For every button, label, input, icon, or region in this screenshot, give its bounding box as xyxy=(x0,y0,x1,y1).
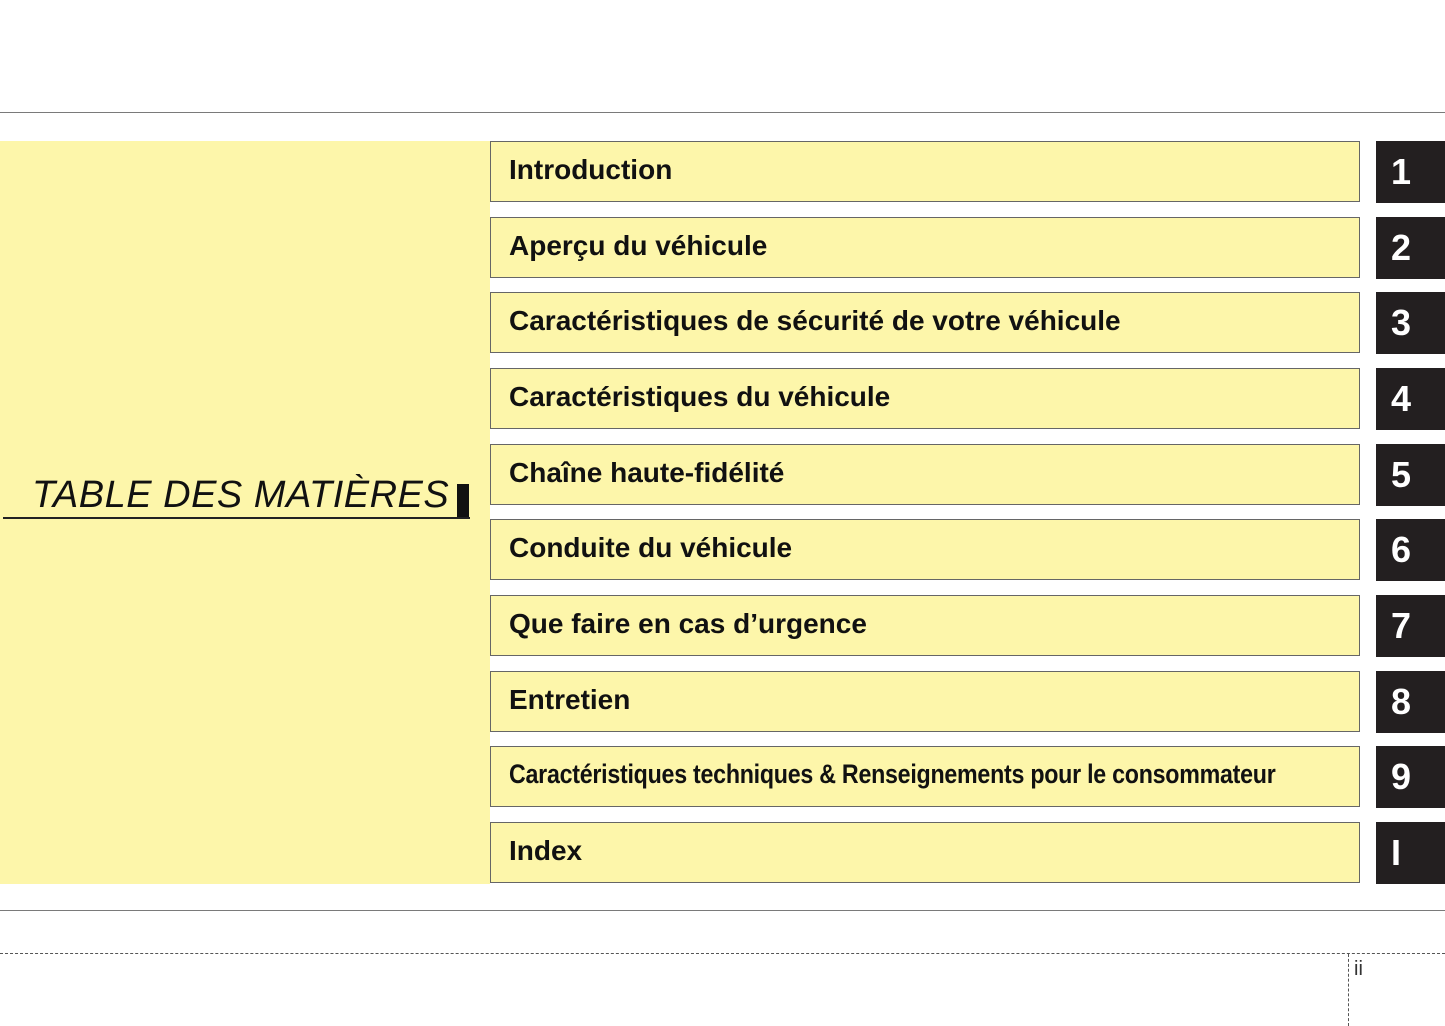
toc-entry-label: Caractéristiques du véhicule xyxy=(509,381,891,412)
toc-entry-entretien[interactable] xyxy=(490,671,1360,732)
footer-dashed-rule xyxy=(0,953,1445,954)
toc-entry-techniques[interactable] xyxy=(490,746,1360,807)
toc-entry-label: Conduite du véhicule xyxy=(509,532,793,563)
chapter-tab-6[interactable]: 6 xyxy=(1376,519,1445,581)
page-number: ii xyxy=(1354,958,1363,980)
bottom-rule xyxy=(0,910,1445,911)
toc-entry-label: Entretien xyxy=(509,684,631,715)
title-underline xyxy=(3,517,470,519)
toc-entry-label: Que faire en cas d’urgence xyxy=(509,608,867,639)
chapter-tab-4[interactable]: 4 xyxy=(1376,368,1445,430)
chapter-tab-3[interactable]: 3 xyxy=(1376,292,1445,354)
toc-entry-apercu[interactable] xyxy=(490,217,1360,278)
toc-entry-index[interactable] xyxy=(490,822,1360,883)
toc-entry-introduction[interactable] xyxy=(490,141,1360,202)
toc-entry-conduite[interactable] xyxy=(490,519,1360,580)
chapter-tab-8[interactable]: 8 xyxy=(1376,671,1445,733)
chapter-tab-9[interactable]: 9 xyxy=(1376,746,1445,808)
chapter-tab-2[interactable]: 2 xyxy=(1376,217,1445,279)
chapter-tab-1[interactable]: 1 xyxy=(1376,141,1445,203)
top-rule xyxy=(0,112,1445,113)
toc-entry-label: Chaîne haute-fidélité xyxy=(509,457,785,488)
chapter-tab-index[interactable]: I xyxy=(1376,822,1445,884)
title-marker-bar xyxy=(457,484,469,519)
toc-entry-label: Aperçu du véhicule xyxy=(509,230,768,261)
toc-entry-label: Caractéristiques de sécurité de votre véhicule xyxy=(509,305,1121,336)
toc-entry-label: Caractéristiques techniques & Renseignements pour le consommateur xyxy=(509,759,1276,789)
toc-entry-label: Index xyxy=(509,835,583,866)
chapter-tab-5[interactable]: 5 xyxy=(1376,444,1445,506)
toc-entry-urgence[interactable] xyxy=(490,595,1360,656)
toc-entry-hifi[interactable] xyxy=(490,444,1360,505)
toc-entry-caracteristiques[interactable] xyxy=(490,368,1360,429)
footer-dashed-divider xyxy=(1348,954,1349,1026)
page-title: TABLE DES MATIÈRES xyxy=(32,474,450,516)
toc-entry-securite[interactable] xyxy=(490,292,1360,353)
chapter-tab-7[interactable]: 7 xyxy=(1376,595,1445,657)
toc-entry-label: Introduction xyxy=(509,154,673,185)
